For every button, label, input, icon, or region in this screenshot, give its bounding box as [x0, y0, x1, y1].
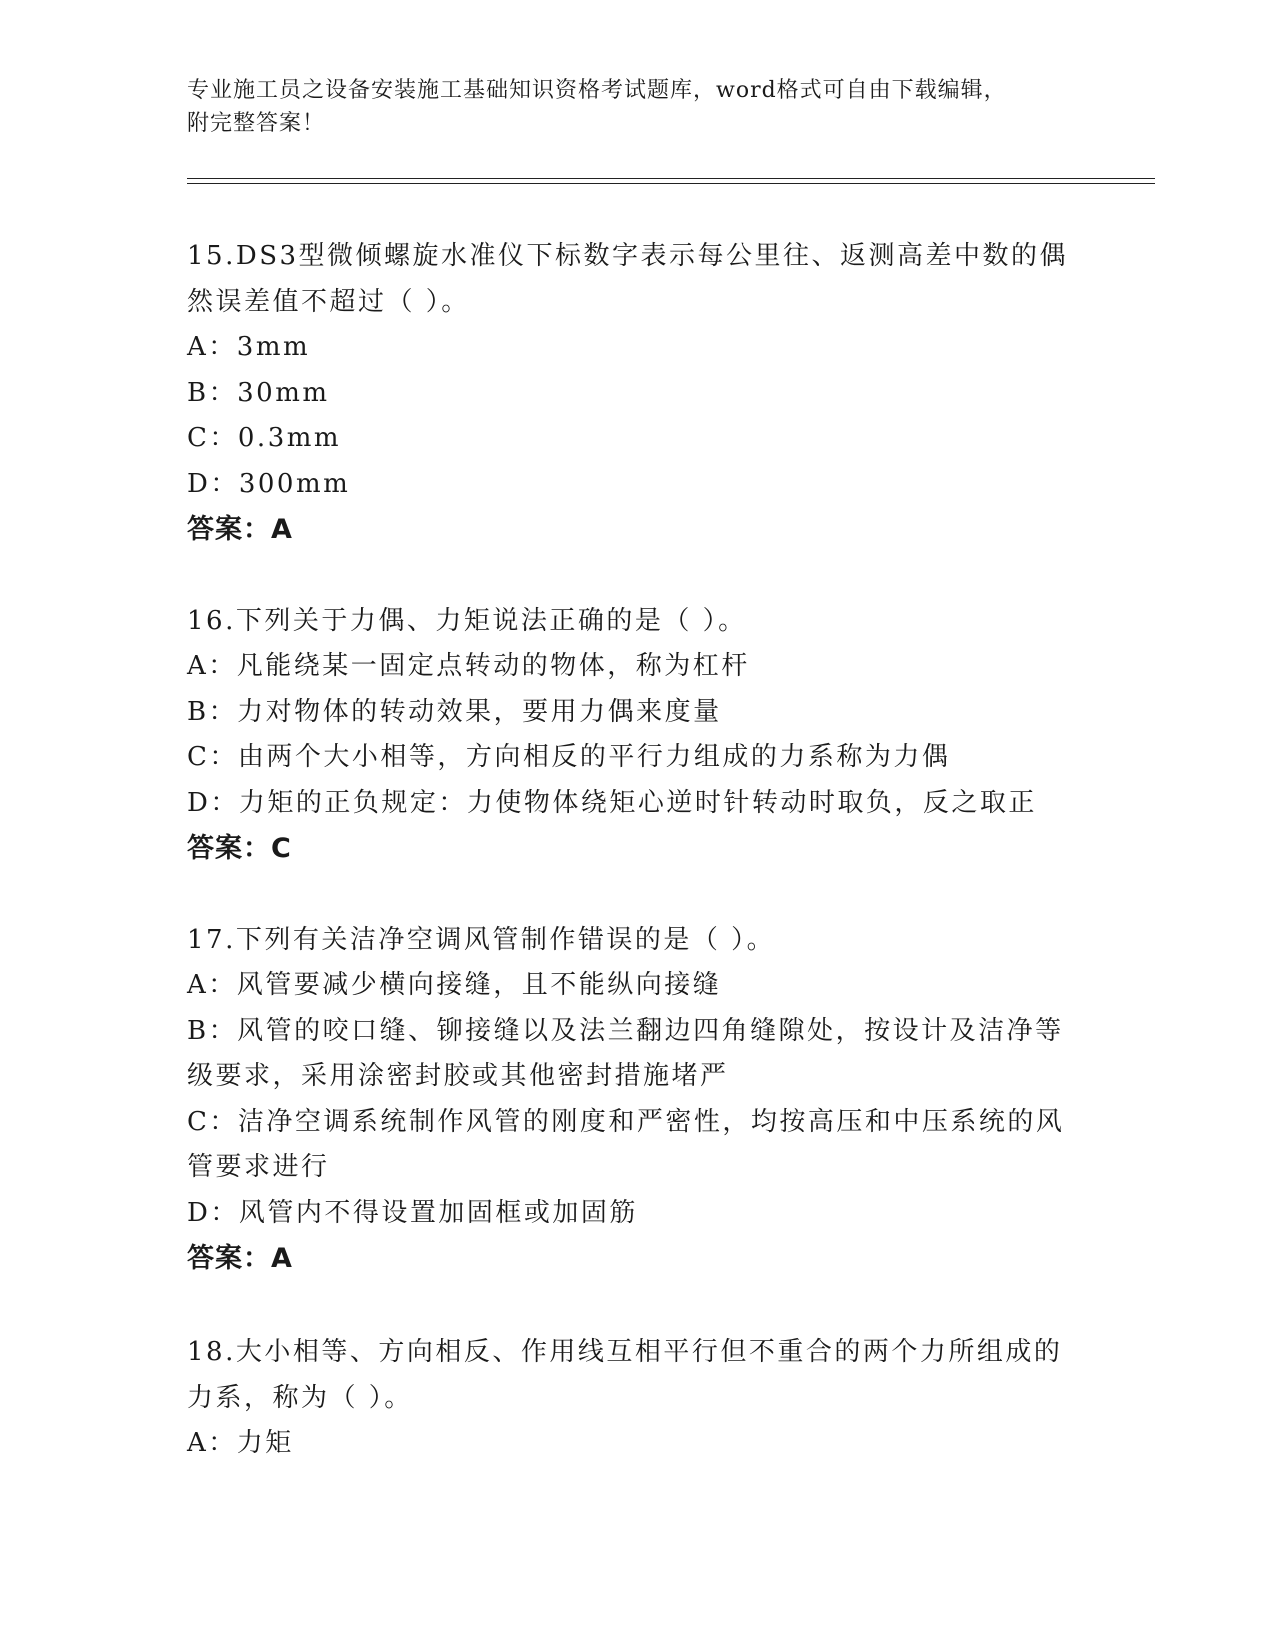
question-text-line: 15.DS3型微倾螺旋水准仪下标数字表示每公里往、返测高差中数的偶: [187, 241, 1069, 271]
header-rule-top: [187, 178, 1155, 179]
option-a: A：3mm: [187, 332, 311, 362]
option-a: A：力矩: [187, 1428, 294, 1458]
option-d: D：力矩的正负规定：力使物体绕矩心逆时针转动时取负，反之取正: [187, 787, 1037, 818]
header-line-2: 附完整答案！: [187, 111, 326, 136]
option-c: C：由两个大小相等，方向相反的平行力组成的力系称为力偶: [187, 742, 951, 772]
option-c: C：洁净空调系统制作风管的刚度和严密性，均按高压和中压系统的风: [187, 1106, 1065, 1137]
header-rule-bottom: [187, 183, 1155, 184]
option-b: B：力对物体的转动效果，要用力偶来度量: [187, 696, 722, 727]
question-18: [187, 1329, 1087, 1467]
option-d: D：风管内不得设置加固框或加固筋: [187, 1197, 638, 1228]
question-text-line: 17.下列有关洁净空调风管制作错误的是（ ）。: [187, 925, 776, 955]
option-c-continued: 管要求进行: [187, 1152, 330, 1182]
option-c: C：0.3mm: [187, 423, 342, 453]
option-a: A：凡能绕某一固定点转动的物体，称为杠杆: [187, 651, 750, 681]
question-17: [187, 917, 1087, 1282]
answer: 答案：A: [187, 514, 293, 545]
option-b: B：30mm: [187, 377, 330, 408]
question-text-line: 18.大小相等、方向相反、作用线互相平行但不重合的两个力所组成的: [187, 1337, 1063, 1367]
option-b: B：风管的咬口缝、铆接缝以及法兰翻边四角缝隙处，按设计及洁净等: [187, 1015, 1064, 1046]
option-a: A：风管要减少横向接缝，且不能纵向接缝: [187, 970, 722, 1000]
option-d: D：300mm: [187, 468, 351, 499]
question-text-line: 16.下列关于力偶、力矩说法正确的是（ ）。: [187, 606, 747, 636]
header-line-1: 专业施工员之设备安装施工基础知识资格考试题库，word格式可自由下载编辑，: [187, 78, 1007, 103]
option-b-continued: 级要求，采用涂密封胶或其他密封措施堵严: [187, 1061, 729, 1091]
answer: 答案：C: [187, 833, 292, 864]
document-header: [187, 74, 1087, 140]
question-15: [187, 233, 1087, 553]
question-text-line: 力系，称为（ ）。: [187, 1383, 413, 1413]
answer: 答案：A: [187, 1243, 293, 1274]
question-text-line: 然误差值不超过（ ）。: [187, 287, 470, 317]
question-16: [187, 598, 1087, 872]
